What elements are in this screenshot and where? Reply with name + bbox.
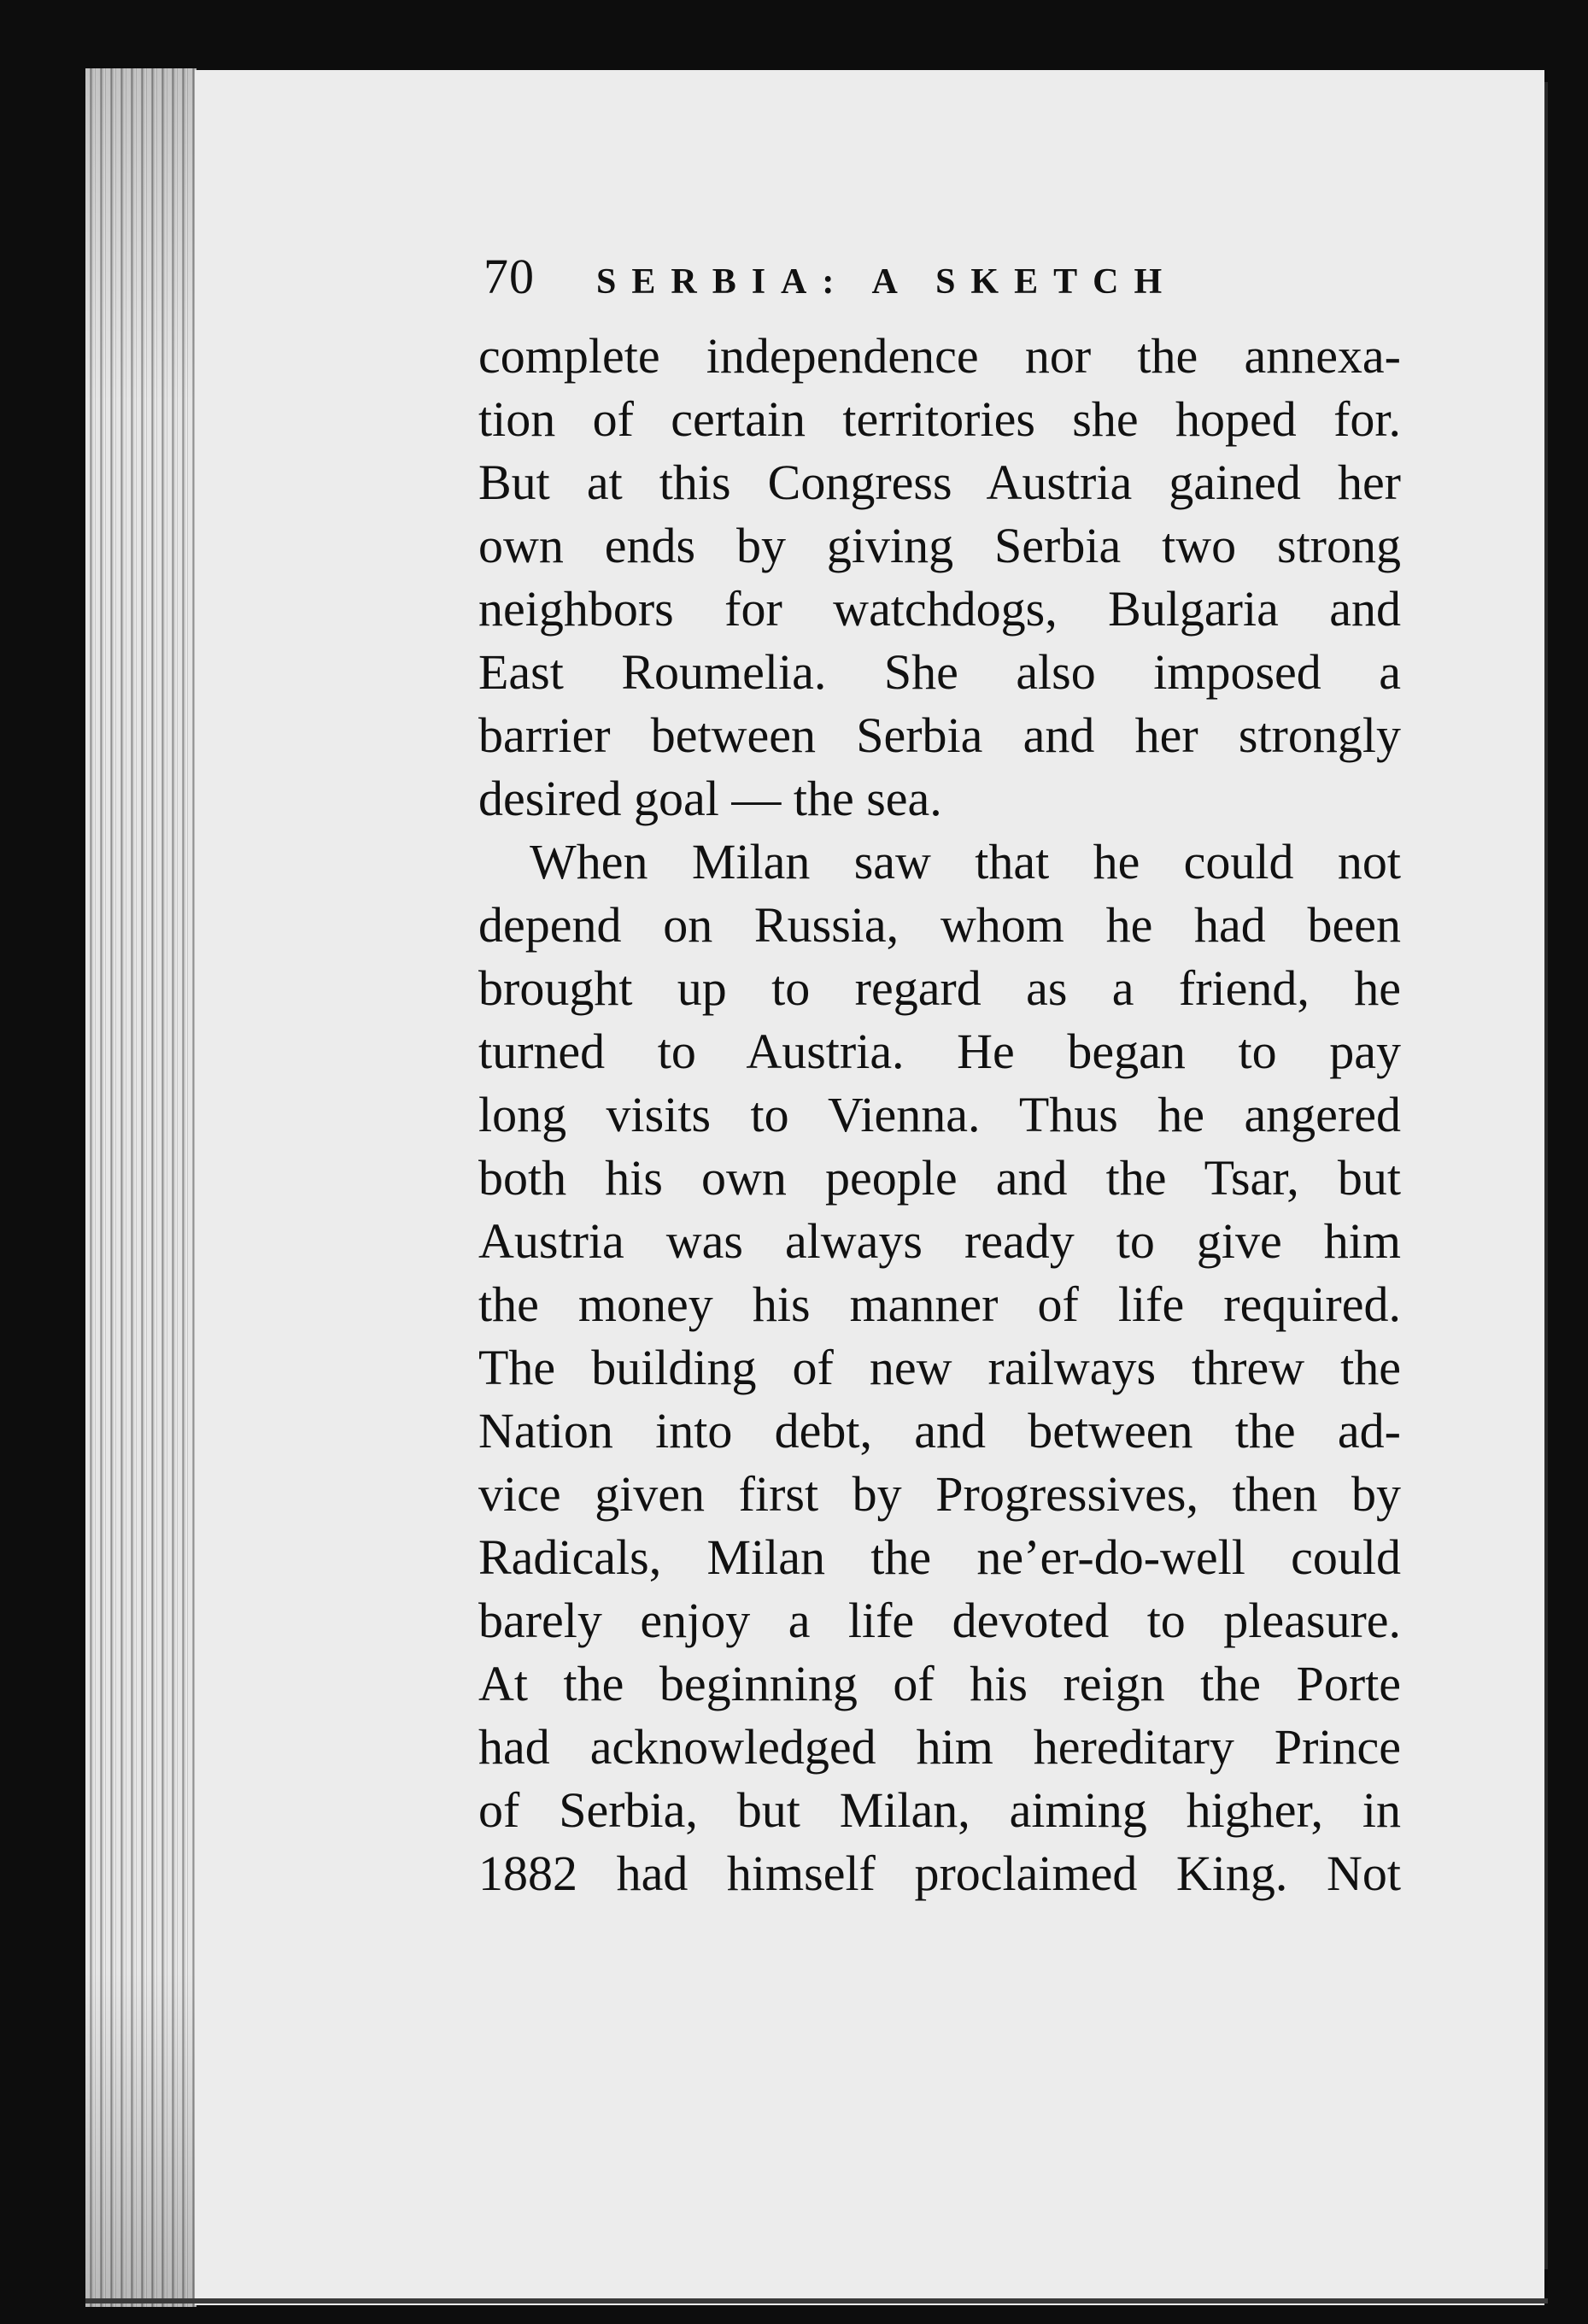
text-line: depend on Russia, whom he had been [478,897,1401,953]
text-line: Radicals, Milan the ne’er-do-well could [478,1529,1401,1585]
text-line: barrier between Serbia and her strongly [478,707,1401,763]
text-line: desired goal — the sea. [478,771,942,826]
text-line: When Milan saw that he could not [530,834,1401,889]
text-line: 1882 had himself proclaimed King. Not [478,1846,1401,1901]
text-line: The building of new railways threw the [478,1340,1401,1395]
page-right-border [1544,82,1548,2269]
text-line: the money his manner of life required. [478,1276,1401,1332]
page-edges-shadow [85,68,196,2307]
text-line: East Roumelia. She also imposed a [478,644,1401,700]
running-title: SERBIA: A SKETCH [596,262,1178,302]
body-text [478,325,1401,1905]
text-line: Nation into debt, and between the ad- [478,1403,1401,1458]
text-line: had acknowledged him hereditary Prince [478,1719,1401,1775]
text-line: turned to Austria. He began to pay [478,1024,1401,1079]
text-line: neighbors for watchdogs, Bulgaria and [478,581,1401,637]
text-line: vice given first by Progressives, then by [478,1466,1401,1522]
page-bottom-border [85,2298,1548,2303]
page-number: 70 [483,249,535,304]
text-line: But at this Congress Austria gained her [478,455,1401,510]
text-line: At the beginning of his reign the Porte [478,1656,1401,1711]
text-line: barely enjoy a life devoted to pleasure. [478,1593,1401,1648]
running-head [483,248,1423,308]
text-line: tion of certain territories she hoped for. [478,391,1401,447]
text-line: own ends by giving Serbia two strong [478,518,1401,573]
text-line: Austria was always ready to give him [478,1213,1401,1269]
text-line: complete independence nor the annexa- [478,328,1401,384]
text-line: both his own people and the Tsar, but [478,1150,1401,1206]
text-line: long visits to Vienna. Thus he angered [478,1087,1401,1142]
text-line: brought up to regard as a friend, he [478,960,1401,1016]
text-line: of Serbia, but Milan, aiming higher, in [478,1782,1401,1838]
